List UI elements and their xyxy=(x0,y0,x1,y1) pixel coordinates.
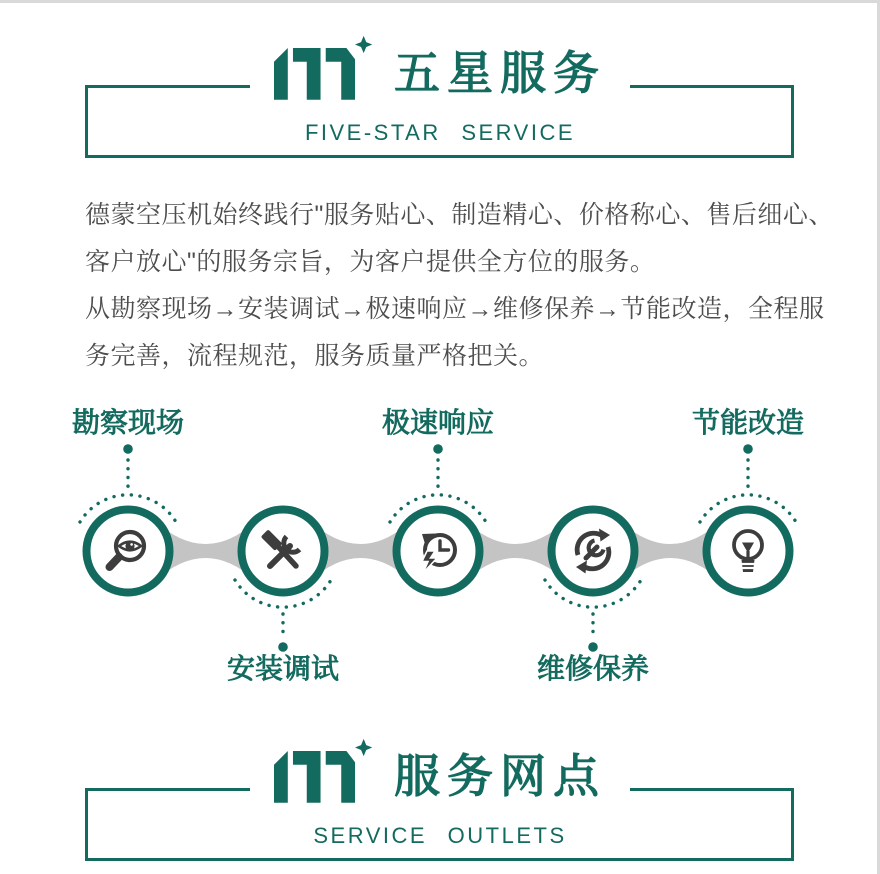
banner-title: 服务网点 xyxy=(394,749,606,802)
step-label-install: 安装调试 xyxy=(226,653,339,684)
banner-content xyxy=(250,34,630,146)
intro-line: 客户放心"的服务宗旨，为客户提供全方位的服务。 xyxy=(85,248,656,276)
banner-subtitle: FIVE-STAR SERVICE xyxy=(304,120,576,145)
step-label-energy: 节能改造 xyxy=(691,407,804,438)
banner-content xyxy=(250,737,630,849)
step-label-response: 极速响应 xyxy=(381,407,494,438)
process-flow-graphic xyxy=(0,402,880,702)
banner-title: 五星服务 xyxy=(394,46,606,99)
intro-line: 务完善，流程规范，服务质量严格把关。 xyxy=(85,342,545,370)
banner-subtitle: SERVICE OUTLETS xyxy=(313,823,567,848)
service-process-flow xyxy=(0,402,880,702)
intro-line: 从勘察现场→安装调试→极速响应→维修保养→节能改造，全程服 xyxy=(85,295,825,323)
step-label-maintenance: 维修保养 xyxy=(536,653,649,684)
intro-line: 德蒙空压机始终践行"服务贴心、制造精心、价格称心、售后细心、 xyxy=(85,201,834,229)
dm-logo-icon xyxy=(274,737,374,815)
service-outlets-banner xyxy=(0,716,880,874)
service-intro-paragraph xyxy=(85,192,834,380)
five-star-service-banner xyxy=(0,0,880,178)
step-label-survey: 勘察现场 xyxy=(71,407,184,438)
dm-logo-icon xyxy=(274,34,374,112)
